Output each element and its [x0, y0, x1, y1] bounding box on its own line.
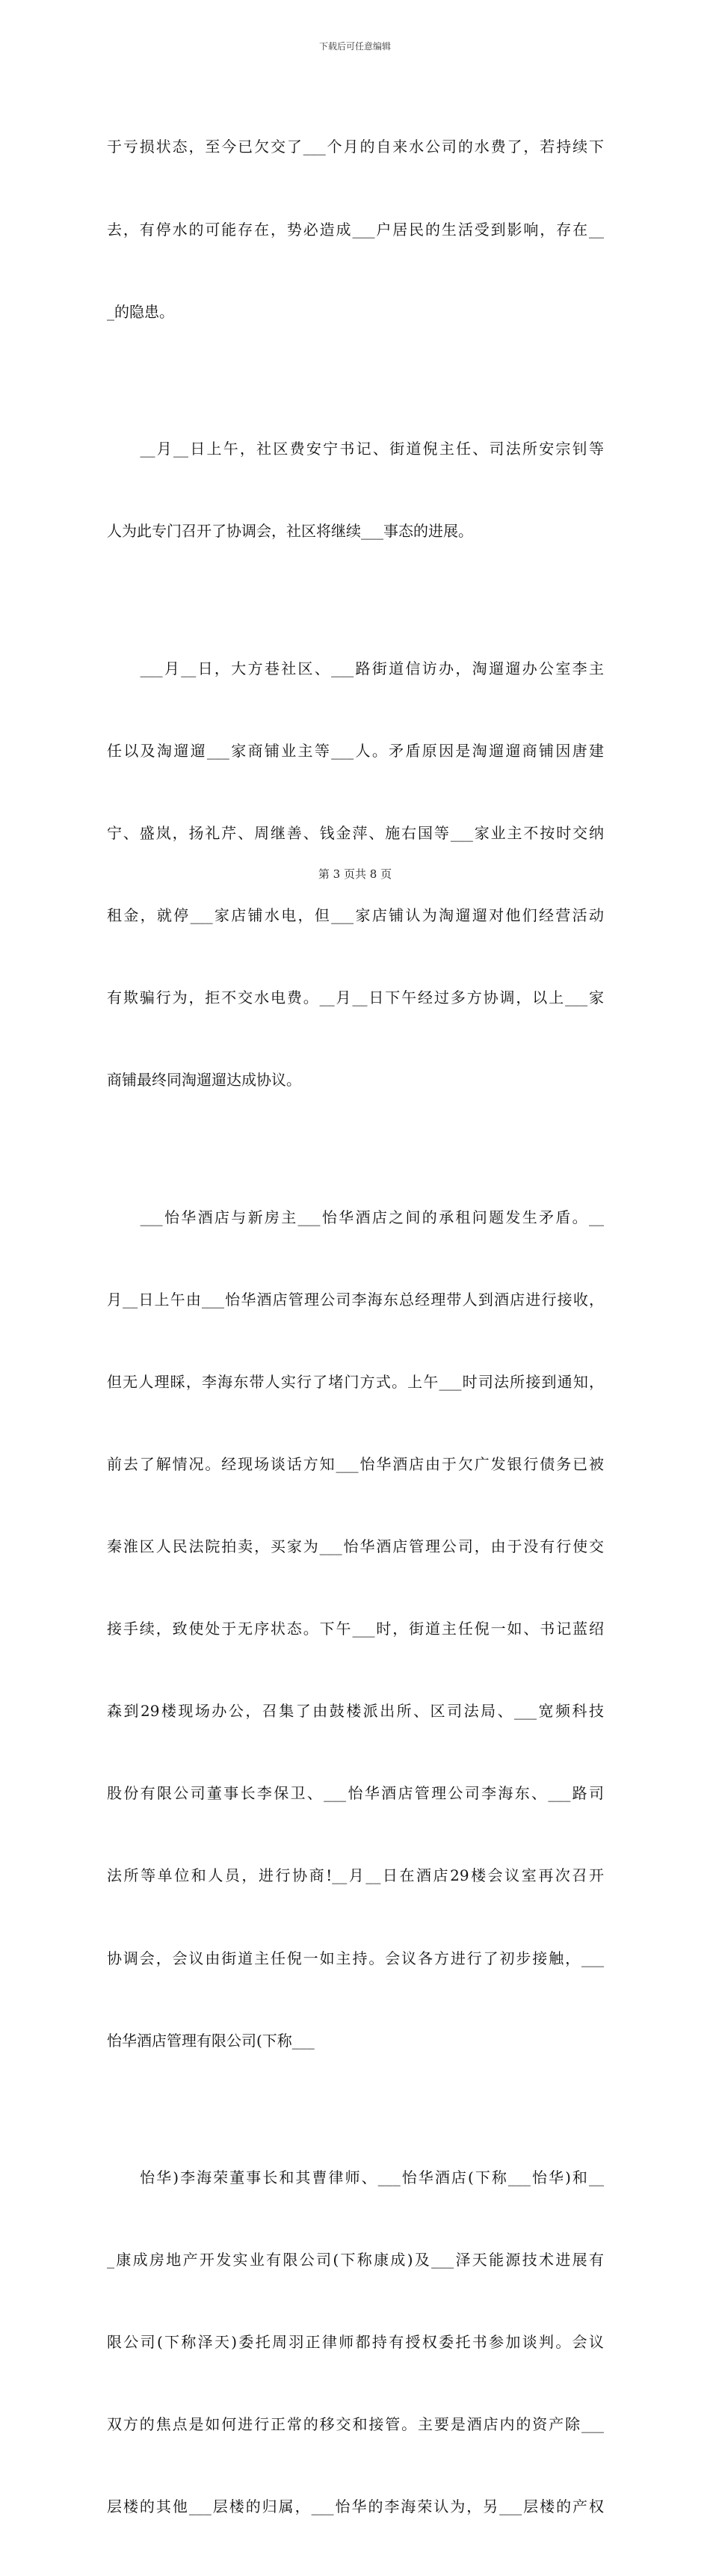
text-line: ___怡华酒店与新房主___怡华酒店之间的承租问题发生矛盾。__ — [107, 1208, 604, 1226]
text-line: 宁、盛岚，扬礼芹、周继善、钱金萍、施右国等___家业主不按时交纳 — [107, 823, 604, 842]
text-line: 秦淮区人民法院拍卖，买家为___怡华酒店管理公司，由于没有行使交 — [107, 1537, 604, 1556]
text-line: 怡华酒店管理有限公司(下称___ — [107, 2031, 315, 2050]
text-line: 怡华)李海荣董事长和其曹律师、___怡华酒店(下称___怡华)和__ — [107, 2168, 604, 2187]
text-line: 协调会，会议由街道主任倪一如主持。会议各方进行了初步接触，___ — [107, 1949, 604, 1967]
text-line: 商铺最终同淘遛遛达成协议。 — [107, 1071, 301, 1089]
page-number: 第 3 页共 8 页 — [318, 867, 392, 881]
text-line: 森到29楼现场办公，召集了由鼓楼派出所、区司法局、___宽频科技 — [107, 1702, 604, 1721]
text-line: 双方的焦点是如何进行正常的移交和接管。主要是酒店内的资产除___ — [107, 2415, 604, 2434]
text-line: 租金，就停___家店铺水电，但___家店铺认为淘遛遛对他们经营活动 — [107, 906, 604, 924]
paragraph-4 — [107, 1149, 604, 2109]
text-line: _的隐患。 — [107, 302, 174, 321]
text-line: 前去了解情况。经现场谈话方知___怡华酒店由于欠广发银行债务已被 — [107, 1454, 604, 1473]
text-line: 层楼的其他___层楼的归属，___怡华的李海荣认为，另___层楼的产权 — [107, 2497, 604, 2516]
text-line: 但无人理睬，李海东带人实行了堵门方式。上午___时司法所接到通知， — [107, 1372, 604, 1391]
paragraph-5 — [107, 2109, 604, 2576]
text-line: 人为此专门召开了协调会，社区将继续___事态的进展。 — [107, 522, 473, 541]
text-line: 有欺骗行为，拒不交水电费。__月__日下午经过多方协调，以上___家 — [107, 989, 604, 1007]
text-line: 限公司(下称泽天)委托周羽正律师都持有授权委托书参加谈判。会议 — [107, 2333, 604, 2352]
text-line: 股份有限公司董事长李保卫、___怡华酒店管理公司李海东、___路司 — [107, 1784, 604, 1803]
text-line: 于亏损状态，至今已欠交了___个月的自来水公司的水费了，若持续下 — [107, 138, 604, 156]
paragraph-1 — [107, 79, 604, 381]
page-header: 下载后可任意编辑 — [318, 41, 391, 52]
text-line: __月__日上午，社区费安宁书记、街道倪主任、司法所安宗钊等 — [107, 440, 604, 458]
document-body — [107, 79, 604, 2576]
text-line: _康成房地产开发实业有限公司(下称康成)及___泽天能源技术进展有 — [107, 2251, 604, 2269]
paragraph-2 — [107, 381, 604, 600]
text-line: 接手续，致使处于无序状态。下午___时，街道主任倪一如、书记蓝绍 — [107, 1620, 604, 1638]
text-line: 法所等单位和人员，进行协商!__月__日在酒店29楼会议室再次召开 — [107, 1866, 604, 1885]
text-line: 任以及淘遛遛___家商铺业主等___人。矛盾原因是淘遛遛商铺因唐建 — [107, 741, 604, 760]
text-line: 月__日上午由___怡华酒店管理公司李海东总经理带人到酒店进行接收， — [107, 1290, 604, 1309]
text-line: 去，有停水的可能存在，势必造成___户居民的生活受到影响，存在__ — [107, 220, 604, 239]
text-line: ___月__日，大方巷社区、___路街道信访办，淘遛遛办公室李主 — [107, 659, 604, 677]
